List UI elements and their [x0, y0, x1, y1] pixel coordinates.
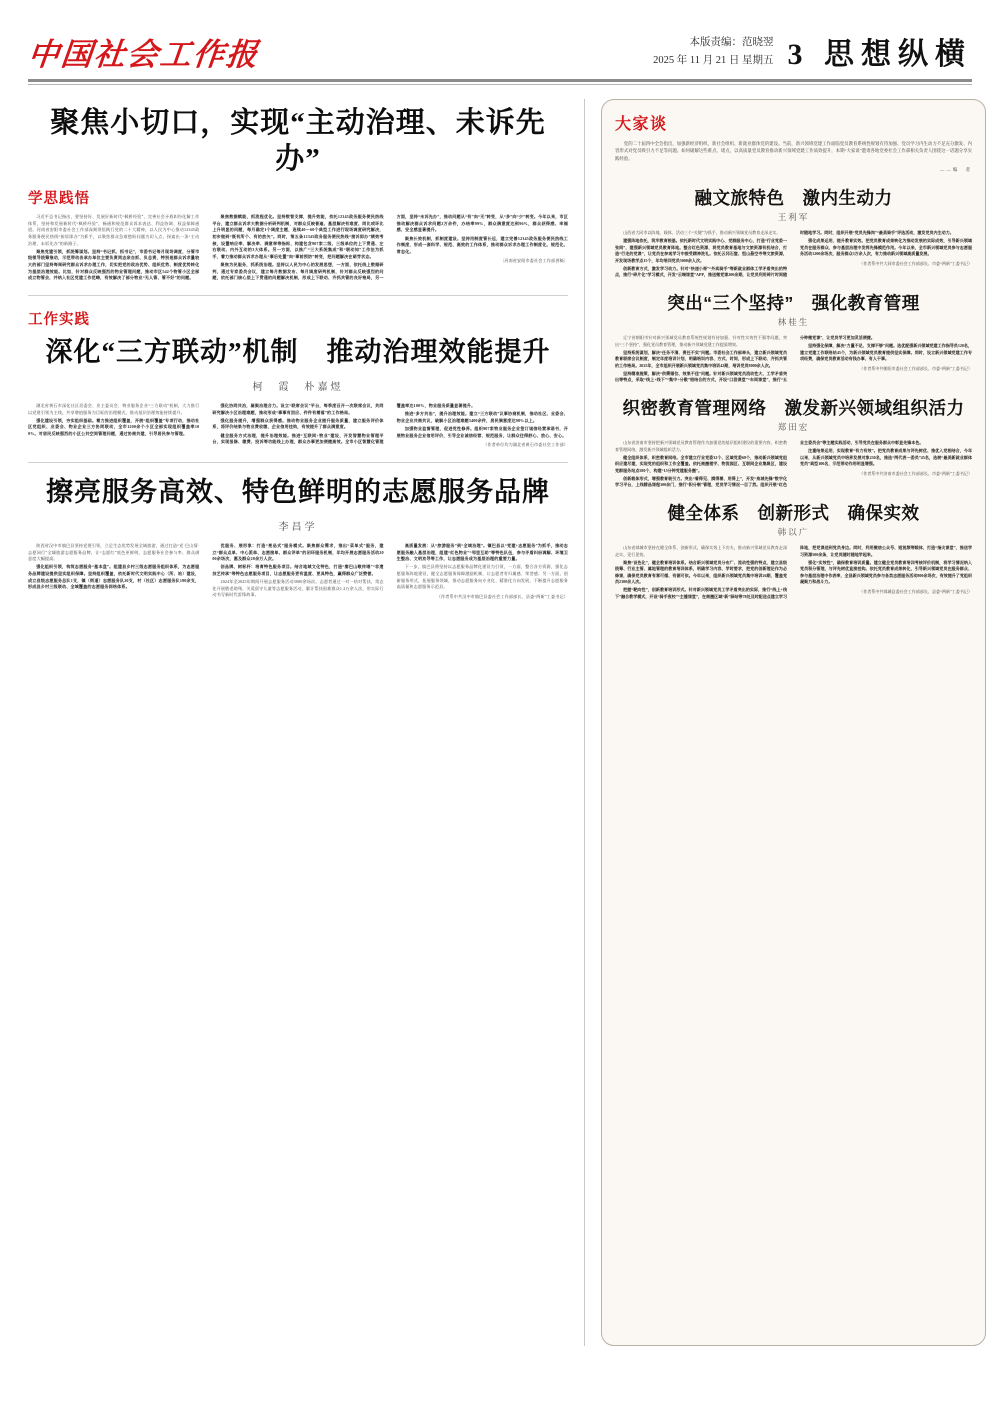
entry-attribution: （作者系中共郯城县委社会工作部部长、县委“两新”工委书记）	[859, 588, 972, 594]
paragraph: 强化组织引领，构筑志愿服务“基本盘”。组建县乡村三级志愿服务组织体系，为志愿服务品牌建设提供坚实组织保障。坚持组织覆盖，依托新时代文明实践中心（所、站）建设，成立县级志愿服务总队1支，镇（街道）志愿服务队20支，村（社区）志愿服务队180余支，形成县乡村三级联动、全域覆盖的志愿服务网络体系。	[28, 564, 200, 590]
entry-body	[615, 230, 972, 278]
entry-headline: 织密教育管理网络 激发新兴领域组织活力	[622, 397, 965, 418]
article-2-byline: 柯 霞 朴嘉煜	[252, 382, 344, 394]
paragraph: 坚持强化保障，解决“力量不足、支撑不够”问题。选优配强新兴领域党建工作指导员120名，建立党建工作联络站45个，为新兴领域党员教育提供坚实保障。同时，设立新兴领域党建工作专项经费，确保党员教育活动有钱办事、有人干事。	[800, 343, 972, 362]
entry-byline: 林桂生	[777, 317, 810, 328]
entry-body	[615, 545, 972, 600]
masthead-rule	[28, 79, 972, 82]
paragraph: 山东省郯城市坚持在健全体系、创新形式、确保实效上下功夫，推动新兴领域党员教育走深走实、见行见效。	[615, 545, 787, 557]
paragraph: 强化协同共治，凝聚治理合力。设立“联席会议”平台，每季度召开一次联席会议，共同研究解决小区治理难题，推动形成“事事有回应、件件有着落”的工作格局。	[212, 403, 384, 415]
paragraph: 创新载体形式，增强教育吸引力。突出“看得见、摸得着、用得上”，开发“泉城先锋”数字化学习平台，上线精品课程300余门，推行“积分制”管理，党员学习情况一目了然。组织开展“红色业主委员会”等主题实践活动，引导党员在服务群众中彰显先锋本色。	[615, 440, 924, 488]
column-divider	[584, 99, 585, 1346]
paragraph: 强化“实效性”，确保教育培训质量。建立健全党员教育培训考核评价机制，将学习情况纳入党员积分管理，与评先树优直接挂钩。依托党员教育成果转化，引导新兴领域党员在服务群众、参与基层治理中作表率，全县新兴领域党员参与各类志愿服务活动800余场次，有效提升了党组织凝聚力和战斗力。	[800, 559, 972, 585]
page-body	[28, 99, 972, 1346]
paragraph: 下一步，镇巴县将坚持以志愿服务品牌化建设为引领，一方面，整合各方资源，强化志愿服务阵地建设，健全志愿服务保障激励机制，让志愿者有归属感、荣誉感；另一方面，创新服务形式，拓展服务领域，推动志愿服务向专业化、精准化方向发展，不断提升志愿服务高质量和志愿服务示范县。	[396, 564, 568, 590]
paragraph: 聚焦党建引领，抓统筹谋划。坚持“书记抓、抓书记”，市委书记每月现场调度，分管市级领导统筹推动，示范带动各承办单位主要负责同志亲自抓、负总责，特别是群众诉求量较大的部门坚持每周研究群众诉求办理工作，切实把党的政治优势、组织优势、制度优势转化为基层治理效能。比如，针对群众反映强烈的物业管理问题，推动市区542个物管小区全部成立物管会，并纳入社区党建工作范畴，有效解决了部分物业“无人管、管不好”的问题。	[28, 248, 200, 281]
paragraph: 山东省济南市坚持把新兴领域党员教育管理作为加强党的基层组织建设的重要内容，织密教育管理网络，激发新兴领域组织活力。	[615, 440, 787, 452]
paragraph: 2024年至2025年期间开展志愿服务活动3000余场次。志愿者通过一对一结对帮扶，常态化开展敬老助残、关爱留守儿童等志愿服务活动，累计帮扶困难群众1.2万余人次，用实际行动书写新时代雷锋故事。	[212, 579, 384, 598]
paragraph: 把握“靶向性”，创新教育培训形式。针对新兴领域党员工学矛盾突出的实际，推行“线上+线下”融合教学模式，开设“骑手夜校”“主播课堂”，在商圈区域“新”驿站等78处及时配送点建立学习阵地，把党课送到党员身边。同时，利用微信公众号、短视频等载体，打造“指尖课堂”，推送学习资源500余条，让党员随时随地学起来。	[615, 545, 972, 599]
article-2-body	[28, 403, 568, 449]
entry-body	[615, 440, 972, 488]
newspaper-logo-text: 中国社会工作报	[26, 36, 261, 72]
newspaper-logo	[28, 38, 259, 72]
paragraph: 创品牌、树标杆：培育特色服务项目。结合地域文化特色，打造“秦巴山歌传唱”“非遗技艺传承”等特色志愿服务项目，让志愿服务更有温度、更具特色，赢得群众广泛赞誉。	[212, 564, 384, 576]
masthead-rule-thin	[28, 84, 972, 85]
dajiatan-title: 大家谈	[615, 115, 668, 133]
article-1-body	[28, 214, 568, 282]
divider	[28, 462, 568, 463]
section-title: 3 思想纵横	[787, 37, 972, 71]
entry-attribution: （作者系中共大同市委社会工作部部长、市委“两新”工委书记）	[859, 260, 972, 266]
paragraph: 聚焦“设色化”，健全教育培训体系。结合新兴领域党员分布广、流动性强的特点，建立县级统筹、行业主管、属地管理的教育培训体系，明确学习内容、学时要求，把党的创新理论作为必修课，确保党员教育有章可循、有据可依。今年以来，组织新兴领域党员集中培训26期，覆盖党员2300余人次。	[615, 559, 787, 585]
paragraph: 健全服务方式治理，提升治理效能。推进“互联网+物业”建设，开发智慧物业管理平台，实现报修、缴费、投诉等功能线上办理，群众办事更加便捷高效。全市小区智慧化管理覆盖率达100%，物业服务质量显著提升。	[212, 403, 476, 445]
paragraph: 高质量发展：从“旅游服务”到“全域治理”。镇巴县以“党建+志愿服务”为抓手，推动志愿服务融入基层治理，组建“红色物业”“邻里互助”等特色队伍，参与矛盾纠纷调解、环境卫生整治、文明劝导等工作，让志愿服务成为基层治理的重要力量。	[396, 542, 568, 562]
entry-attribution: （作者系中共朝阳市委社会工作部部长、市委“两新”工委书记）	[859, 365, 972, 371]
paragraph: 坚持精准施策，解决“供需错位、效果不佳”问题。针对新兴领域党员流动性大、工学矛盾突出等特点，采取“线上+线下”“集中+分散”相结合的方式，开设“口袋课堂”“车间课堂”，推行“五分钟微党课”，让党员学习更加灵活便捷。	[615, 335, 875, 383]
entry-byline: 郑田宏	[777, 422, 810, 433]
dajiatan-entry	[615, 502, 972, 601]
article-2-kicker: 工作实践	[28, 311, 90, 328]
editor-signature: ——编 者	[940, 166, 972, 172]
entry-headline: 突出“三个坚持” 强化教育管理	[667, 292, 920, 313]
masthead	[28, 0, 972, 72]
article-3-headline: 擦亮服务高效、特色鲜明的志愿服务品牌	[46, 476, 550, 507]
dajiatan-box	[601, 99, 986, 1346]
right-column	[601, 99, 986, 1346]
article-2-headline: 深化“三方联动”机制 推动治理效能提升	[45, 336, 551, 367]
entry-body	[615, 335, 972, 383]
entry-byline: 王利军	[777, 212, 810, 223]
dajiatan-intro	[615, 140, 972, 174]
paragraph: 聚焦长效机制，抓制度建设。坚持用制度管长远，建立完善12345政务服务便民热线工作制度，形成一套科学、规范、高效的工作体系，推动群众诉求办理工作制度化、规范化、常态化。	[396, 235, 568, 254]
date-line: 2025 年 11 月 21 日 星期五	[653, 54, 774, 66]
article-3-body	[28, 543, 568, 601]
entry-attribution: （作者系中共济南市委社会工作部部长、市委“两新”工委书记）	[859, 470, 972, 476]
paragraph: 陕西省汉中市镇巴县坚持党建引领，立足生态优势发展全域旅游，通过打造“党·巴山情·志愿同行”全域旅游志愿服务品牌，让“志愿红”底色更鲜明，志愿服务社会参与率、群众满意度大幅提高。	[28, 542, 200, 562]
paragraph: 强化建设引领，夯实组织基础。着力推进组织覆盖，开展“组织覆盖”专项行动，推动社区党组织、业委会、物业企业三方协同联动，全市1200余个小区全部实现组织覆盖率100%。对居民反映强烈的小区公共空间管理问题，通过协商共建，引导居民参与管理。	[28, 417, 200, 437]
intro-paragraph: 党的二十届四中全会指出，加强新经济组织、新社会组织、新就业群体党的建设。当前，新兴领域党建工作面临党员教育系统性规划有待加强、党员学习内生动力不足充分激发、内容形式对党员吸引力不足等问题。如何破解这些难点、堵点，以高质量党员教育推动新兴领域党建工作质效提升，本期“大家谈”邀请各地党委社会工作部相关负责人围绕这一话题分享实践经验。	[615, 140, 972, 162]
paragraph: 创新教育方式，激发学习动力。针对“快递小哥”“外卖骑手”等新就业群体工学矛盾突出的特点，推行“碎片化”学习模式，开发“云端课堂”APP，推送微党课200余期，让党员利用碎片时间随时随地学习。同时，组织开展“党员先锋岗”“最美骑手”评选活动，激发党员内生动力。	[615, 230, 954, 278]
paragraph: 强化服务提升，增强群众获得感。推动物业服务企业提升服务质量，建立服务评价体系，将评价结果与物业费收缴、企业信用挂钩，有效提升了群众满意度。	[212, 417, 384, 430]
paragraph: 注重结果运用，实现教育“有力有效”。把党员教育成果与评先树优、推优入党相结合，今年以来，从新兴领域党员中培养发展对象230名，推选“两代表一委员”45名，选树“最美新就业群体党员”典型100名，示范带动作用明显增强。	[800, 448, 972, 467]
article-1-headline: 聚焦小切口，实现“主动治理、未诉先办”	[50, 106, 546, 175]
article-1-attribution: 〔河南省安阳市委社会工作部供稿〕	[500, 258, 568, 264]
paragraph: 聚焦为民服务，抓系统治理。坚持以人民为中心的发展思想，一方面，依托线上数据研判，通过专家委员会议，建立每月数据发布、每月调度研判机制，针对群众反映强烈的问题，依托部门核心层上下贯通的问题解决机制，形成上下联动、齐抓共管的良好格局，另一方面，坚持“未诉先办”，推动问题从“有”向“无”转变，从“多”向“少”转变。今年以来，市区推动解决群众诉求问题2万余件，办结率99%，群众满意度达到96%，群众获得感、幸福感、安全感显著提升。	[212, 214, 568, 281]
paragraph: 坚持系统谋划，解决“任务不清、责任不实”问题。市委社会工作部牵头，建立新兴领域党员教育联席会议制度，制定年度培训计划，明确培训内容、方式、时间，形成上下联动、齐抓共管的工作格局。2025年，全市组织开展新兴领域党员集中培训42期，培训党员8000余人次。	[615, 349, 787, 368]
masthead-right	[653, 34, 972, 72]
article-2	[28, 308, 568, 449]
paragraph: 辽宁省朝阳市针对新兴领域党员教育系统性规划有待加强、针对性实效性不强等问题，突出“三个坚持”，强化党员教育管理，推动新兴领域党建工作提质增效。	[615, 335, 787, 347]
entry-headline: 健全体系 创新形式 确保实效	[667, 502, 920, 523]
paragraph: 加强物业监督管理，促进党性修养。组织907家物业服务企业签订诚信经营承诺书，开展物业服务企业信用评价，引导企业诚信经营、规范服务，让群众住得舒心、放心、安心。	[396, 425, 568, 438]
dajiatan-entry	[615, 292, 972, 384]
article-3	[28, 475, 568, 601]
article-1	[28, 105, 568, 282]
paragraph: 山西省大同市以阵地、载体、活动三个“关键”为抓手，推动新兴领域党员教育走深走实。	[623, 230, 781, 236]
editor-line: 本版责编：范晓翌	[689, 37, 774, 48]
entry-byline: 韩以广	[777, 527, 810, 538]
article-1-kicker: 学思践悟	[28, 191, 90, 208]
paragraph: 习近平总书记指出，要坚持好、发展好新时代“枫桥经验”，完善社会矛盾纠纷化解工作体系，坚持和发展新时代“枫桥经验”，畅通和规范群众诉求表达、利益协调、权益保障通道。河南省安阳市委社会工作部深刻领悟践行党的二十大精神，以人民为中心推动12345政务服务便民热线“接诉即办”为抓手，以聚焦群众急难愁盼问题为切入点，探索出一条“主动治理、未诉先办”的新路子。	[28, 214, 200, 246]
article-3-byline: 李昌学	[278, 521, 318, 533]
dajiatan-entry	[615, 187, 972, 279]
divider	[28, 295, 568, 296]
article-3-attribution: （作者系中共汉中市镇巴县委社会工作部部长、县委“两新”工委书记）	[436, 593, 568, 599]
paragraph: 健全组织体系，织密教育网络。全市建立行业党委32个、区域党委68个，推动新兴领域党组织应建尽建，实现党的组织和工作全覆盖。依托商圈楼宇、物流园区、互联网企业集聚区，建设党群服务站点580个，构建“15分钟党建服务圈”。	[615, 454, 787, 473]
article-2-attribution: （作者单位均为湖北省黄石市委社会工作部）	[483, 442, 568, 448]
paragraph: 湖北省黄石市深化社区居委会、业主委员会、物业服务企业“三方联动”机制，大力推行以党建引领为主线，共享增值服务为目标的治理模式，推动基层治理效能持续提升。	[28, 403, 200, 415]
paragraph: 建强阵地依托，筑牢教育根基。依托新时代文明实践中心、党群服务中心，打造“行业党委一张网”，建强新兴领域党员教育阵地。整合红色资源，将党员教育基地与文旅资源有机结合，打造“行走的党课”，让党员在参观学习中接受精神洗礼。依托云冈石窟、恒山悬空寺等文旅资源，开发现场教学点15个，年均培训党员5000余人次。	[615, 238, 787, 263]
dajiatan-entry	[615, 397, 972, 489]
paragraph: 强化成果运用，提升教育实效。把党员教育成果转化为推动发展的实际成效，引导新兴领域党员在服务群众、参与基层治理中发挥先锋模范作用。今年以来，全市新兴领域党员参与志愿服务活动1200余场次，服务群众3万余人次，有力推动新兴领域高质量发展。	[800, 238, 972, 257]
entry-headline: 融文旅特色 激内生动力	[694, 187, 893, 208]
paragraph: 聚焦数据赋能，抓流程优化。坚持数智支撑，提升效能，依托12345政务服务便民热线平台，建立群众诉求大数据分析研判机制，对群众反映普遍、基层解决有难度、同比或环比上升明显的问题，每月确定1个调度主题，连续40～60个典型工作进行现场调度研究解决，初步做到“既有所个、有的放矢”。同时，第五条12345政务服务便民热线“接诉即办”绩效考核，设置响应率、解决率、满意率等指标，构建包含907家二级、三级单位的上下贯通、左右联动、内外互动的3大体系。另一方面，以推广“三大系统集成”和“联动知”工作法为抓手，着力推动群众诉求办理从“事后处置”向“事前预防”转变，把问题解决在萌芽状态。	[212, 214, 384, 259]
left-column	[28, 99, 568, 1346]
paragraph: 优服务、展形象：打造“亮品式”服务模式。聚焦群众需求，推出“菜单式”服务，建立“群众点单、中心派单、志愿接单、群众评单”的闭环服务机制，年均开展志愿服务活动2000余场次，惠及群众20余万人次。	[212, 542, 384, 562]
paragraph: 推进“多方共治”，提升治理效能。建立“三方联动”议事协商机制，推动社区、业委会、物业企业共商共议，破解小区治理难题3400余件，居民满意度达98%以上。	[396, 411, 568, 423]
masthead-meta	[653, 34, 773, 70]
